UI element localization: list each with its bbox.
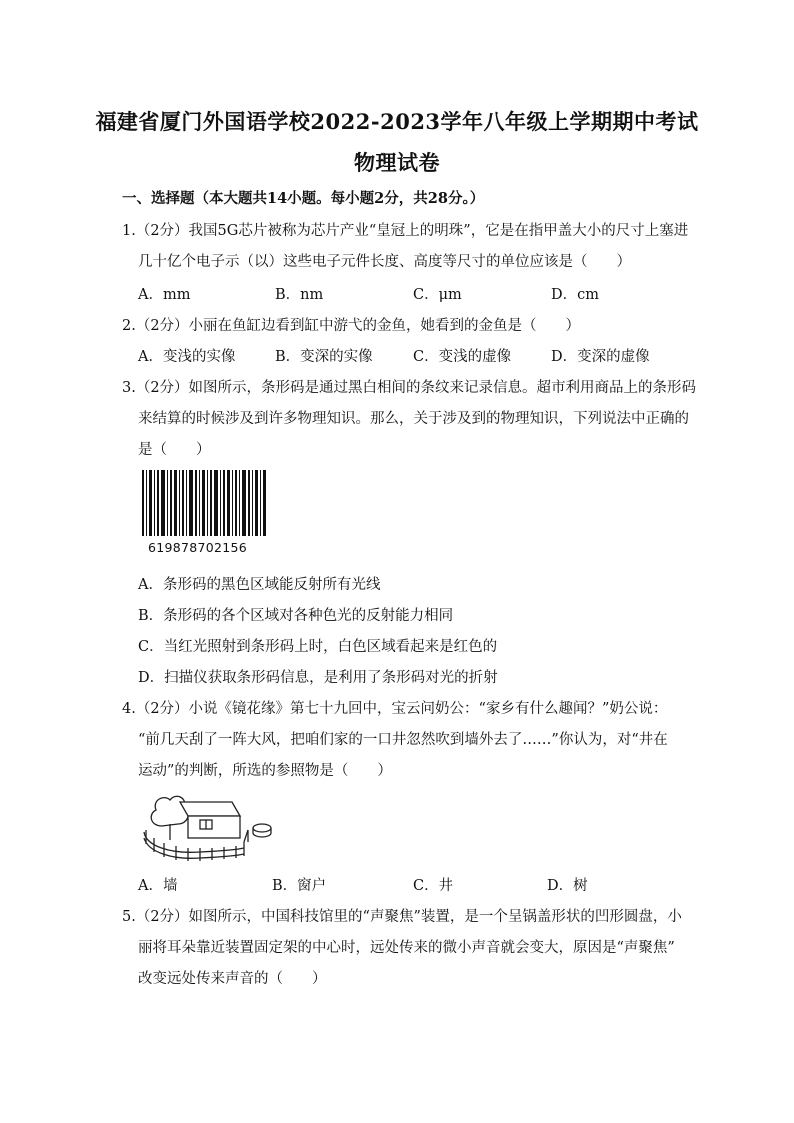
q1-option-a: A．mm xyxy=(138,287,191,303)
section-heading: 一、选择题（本大题共14小题。每小题2分，共28分。） xyxy=(122,190,485,207)
q3-text-line2: 来结算的时候涉及到许多物理知识。那么，关于涉及到的物理知识，下列说法中正确的 xyxy=(138,411,689,427)
q3-option-a: A．条形码的黑色区域能反射所有光线 xyxy=(138,577,381,593)
exam-subtitle: 物理试卷 xyxy=(354,150,440,175)
q2-option-b: B．变深的实像 xyxy=(275,349,373,365)
q3-option-c: C．当红光照射到条形码上时，白色区域看起来是红色的 xyxy=(138,639,498,655)
q5-text-line2: 丽将耳朵靠近装置固定架的中心时，远处传来的微小声音就会变大，原因是“声聚焦” xyxy=(138,940,675,956)
q3-text-line3: 是（ ） xyxy=(138,442,211,458)
q5-text-line1: 5.（2分）如图所示，中国科技馆里的“声聚焦”装置，是一个呈锅盖形状的凹形圆盘，小 xyxy=(122,909,682,925)
exam-title: 福建省厦门外国语学校2022-2023学年八年级上学期期中考试 xyxy=(95,109,699,134)
q3-option-d: D．扫描仪获取条形码信息，是利用了条形码对光的折射 xyxy=(138,670,498,686)
house-well-figure xyxy=(140,782,276,862)
q3-option-b: B．条形码的各个区域对各种色光的反射能力相同 xyxy=(138,608,454,624)
q4-option-b: B．窗户 xyxy=(272,878,327,894)
q2-option-d: D．变深的虚像 xyxy=(551,349,650,365)
q5-text-line3: 改变远处传来声音的（ ） xyxy=(138,971,327,987)
q4-option-c: C．井 xyxy=(413,878,454,894)
q4-option-d: D．树 xyxy=(547,878,588,894)
q3-text-line1: 3.（2分）如图所示，条形码是通过黑白相间的条纹来记录信息。超市利用商品上的条形码 xyxy=(122,380,697,396)
q1-text-line1: 1.（2分）我国5G芯片被称为芯片产业“皇冠上的明珠”，它是在指甲盖大小的尺寸上塞进 xyxy=(122,223,689,239)
barcode-number: 619878702156 xyxy=(148,540,248,555)
q1-text-line2: 几十亿个电子示（以）这些电子元件长度、高度等尺寸的单位应该是（ ） xyxy=(138,254,631,270)
barcode-figure xyxy=(140,470,268,536)
q1-option-b: B．nm xyxy=(275,287,324,303)
q1-option-d: D．cm xyxy=(551,287,599,303)
q2-option-c: C．变浅的虚像 xyxy=(413,349,512,365)
q1-option-c: C．μm xyxy=(413,287,462,303)
q4-option-a: A．墙 xyxy=(138,878,178,894)
q4-text-line3: 运动”的判断，所选的参照物是（ ） xyxy=(138,763,392,779)
q2-option-a: A．变浅的实像 xyxy=(138,349,236,365)
q4-text-line1: 4.（2分）小说《镜花缘》第七十九回中，宝云问奶公：“家乡有什么趣闻？”奶公说： xyxy=(122,701,668,717)
q4-text-line2: “前几天刮了一阵大风，把咱们家的一口井忽然吹到墙外去了……”你认为，对“井在 xyxy=(138,732,668,748)
q2-text-line1: 2.（2分）小丽在鱼缸边看到缸中游弋的金鱼，她看到的金鱼是（ ） xyxy=(122,318,581,334)
